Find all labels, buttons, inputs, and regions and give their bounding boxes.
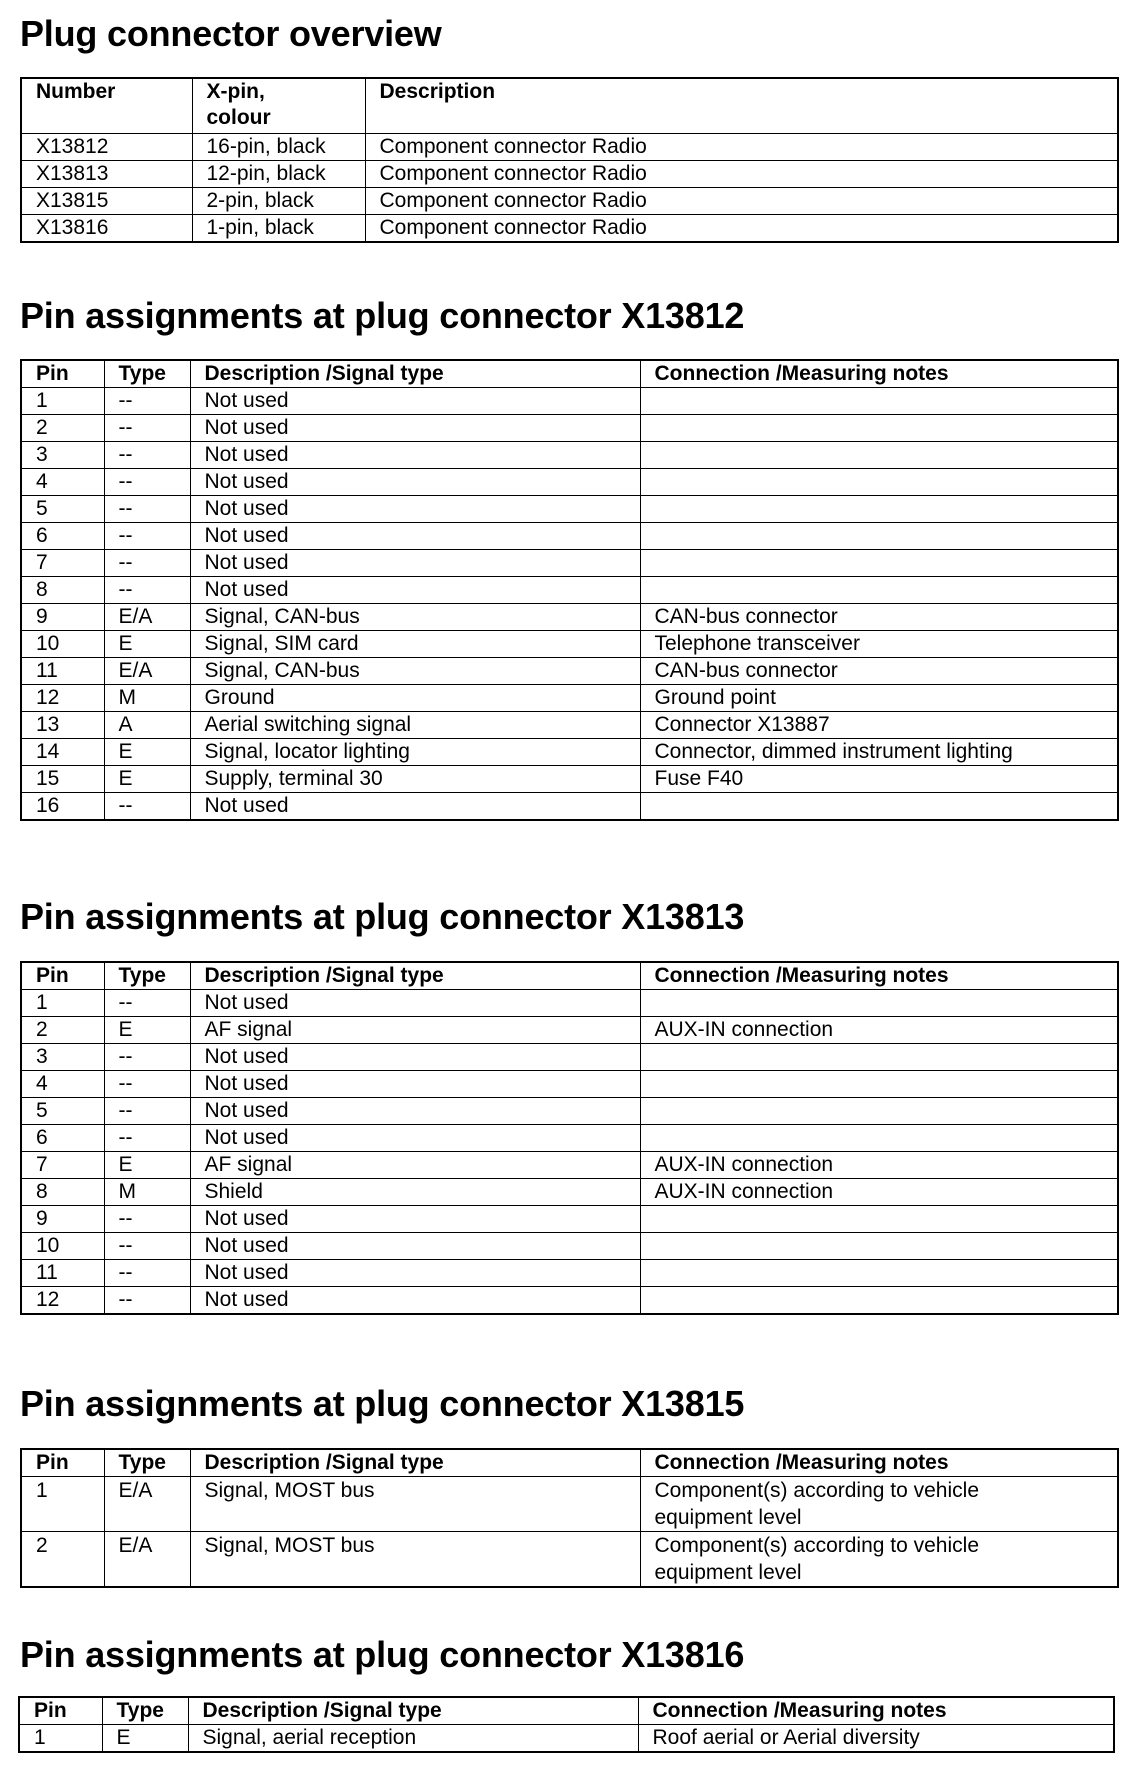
cell-signal: Signal, aerial reception [188,1725,638,1753]
table-row [21,604,1118,631]
cell-notes: Connector, dimmed instrument lighting [640,739,1118,766]
cell-pin: 10 [21,1233,104,1260]
table-row [21,388,1118,415]
cell-signal: Not used [190,1233,640,1260]
cell-pin: 7 [21,1152,104,1179]
table-row [21,1098,1118,1125]
col-notes-header: Connection /Measuring notes [638,1697,1114,1725]
x13813-title: Pin assignments at plug connector X13813 [20,896,745,937]
cell-number: X13815 [21,188,192,215]
cell-pin: 5 [21,1098,104,1125]
cell-type: -- [104,496,190,523]
table-row [21,1152,1118,1179]
col-notes-header: Connection /Measuring notes [640,360,1118,388]
cell-signal: Not used [190,1260,640,1287]
cell-signal: Not used [190,1071,640,1098]
cell-pin: 6 [21,1125,104,1152]
cell-signal: Signal, locator lighting [190,739,640,766]
col-type-header: Type [104,360,190,388]
cell-notes [640,990,1118,1017]
cell-number: X13813 [21,161,192,188]
pin-header-row [21,1449,1118,1477]
table-row [21,1179,1118,1206]
cell-notes [640,577,1118,604]
x13812-table [20,359,1119,821]
cell-signal: Not used [190,793,640,821]
cell-type: -- [104,1233,190,1260]
cell-signal: Not used [190,1206,640,1233]
cell-notes [640,523,1118,550]
table-row [21,658,1118,685]
cell-notes [640,415,1118,442]
cell-signal: Aerial switching signal [190,712,640,739]
table-row [21,1233,1118,1260]
cell-pin: 13 [21,712,104,739]
cell-signal: Signal, CAN-bus [190,658,640,685]
cell-type: -- [104,388,190,415]
table-row [21,793,1118,821]
cell-number: X13812 [21,134,192,161]
cell-notes: Fuse F40 [640,766,1118,793]
cell-pin: 11 [21,658,104,685]
cell-type: -- [104,793,190,821]
x13815-rows [21,1477,1118,1588]
cell-signal: Ground [190,685,640,712]
cell-signal: AF signal [190,1152,640,1179]
x13816-title: Pin assignments at plug connector X13816 [20,1634,745,1675]
table-row [21,712,1118,739]
cell-pin: 9 [21,604,104,631]
pin-header-row [21,962,1118,990]
cell-type: E/A [104,1532,190,1588]
x13813-table [20,961,1119,1315]
table-row [21,631,1118,658]
cell-pin: 3 [21,1044,104,1071]
cell-signal: Not used [190,388,640,415]
cell-pin: 6 [21,523,104,550]
col-type-header: Type [104,962,190,990]
cell-signal: Not used [190,1044,640,1071]
cell-notes [640,793,1118,821]
col-pin-header: Pin [21,1449,104,1477]
cell-pin: 5 [21,496,104,523]
table-row [21,523,1118,550]
cell-pin: 10 [21,631,104,658]
cell-notes: CAN-bus connector [640,604,1118,631]
col-type-header: Type [102,1697,188,1725]
col-signal-header: Description /Signal type [190,360,640,388]
cell-type: E/A [104,604,190,631]
cell-signal: Not used [190,1125,640,1152]
cell-type: -- [104,1287,190,1315]
cell-notes [640,1125,1118,1152]
col-pin-header: Pin [21,360,104,388]
table-row [21,469,1118,496]
cell-signal: Not used [190,990,640,1017]
col-notes-header: Connection /Measuring notes [640,1449,1118,1477]
cell-pin: 1 [21,990,104,1017]
cell-pin: 9 [21,1206,104,1233]
table-row [21,496,1118,523]
x13815-title: Pin assignments at plug connector X13815 [20,1383,745,1424]
cell-notes: CAN-bus connector [640,658,1118,685]
cell-description: Component connector Radio [365,188,1118,215]
col-signal-header: Description /Signal type [188,1697,638,1725]
cell-notes [640,1098,1118,1125]
cell-xpin: 12-pin, black [192,161,365,188]
cell-signal: Signal, CAN-bus [190,604,640,631]
x13815-table [20,1448,1119,1588]
cell-signal: Signal, MOST bus [190,1477,640,1532]
overview-header-row [21,78,1118,134]
cell-type: -- [104,990,190,1017]
cell-notes: AUX-IN connection [640,1179,1118,1206]
cell-type: E/A [104,1477,190,1532]
cell-notes [640,496,1118,523]
cell-pin: 8 [21,577,104,604]
cell-signal: Signal, SIM card [190,631,640,658]
cell-type: -- [104,523,190,550]
cell-signal: Not used [190,550,640,577]
col-number-header: Number [21,78,192,134]
cell-notes: Component(s) according to vehicle equipment level [640,1477,1118,1532]
cell-pin: 16 [21,793,104,821]
cell-xpin: 16-pin, black [192,134,365,161]
cell-type: A [104,712,190,739]
table-row [21,1071,1118,1098]
cell-signal: Not used [190,442,640,469]
cell-pin: 1 [21,388,104,415]
cell-type: -- [104,415,190,442]
cell-signal: Signal, MOST bus [190,1532,640,1588]
cell-signal: Not used [190,415,640,442]
cell-pin: 11 [21,1260,104,1287]
cell-signal: AF signal [190,1017,640,1044]
cell-notes: AUX-IN connection [640,1152,1118,1179]
table-row [21,161,1118,188]
table-row [21,215,1118,243]
cell-pin: 2 [21,415,104,442]
table-row [21,1532,1118,1588]
cell-signal: Not used [190,1287,640,1315]
cell-description: Component connector Radio [365,161,1118,188]
table-row [21,1125,1118,1152]
overview-table [20,77,1119,243]
cell-type: E [102,1725,188,1753]
cell-type: M [104,685,190,712]
table-row [21,1206,1118,1233]
cell-type: E [104,631,190,658]
table-row [21,550,1118,577]
cell-notes [640,1071,1118,1098]
col-notes-header: Connection /Measuring notes [640,962,1118,990]
cell-pin: 12 [21,1287,104,1315]
col-type-header: Type [104,1449,190,1477]
pin-header-row [21,360,1118,388]
table-row [21,739,1118,766]
cell-pin: 2 [21,1017,104,1044]
cell-notes [640,388,1118,415]
cell-type: E [104,739,190,766]
table-row [21,415,1118,442]
cell-type: E [104,766,190,793]
cell-signal: Not used [190,496,640,523]
table-row [21,188,1118,215]
cell-type: M [104,1179,190,1206]
table-row [21,1017,1118,1044]
col-xpin-header: X-pin, colour [192,78,365,134]
cell-notes: Telephone transceiver [640,631,1118,658]
x13812-rows [21,388,1118,821]
cell-notes: Ground point [640,685,1118,712]
cell-signal: Not used [190,577,640,604]
col-signal-header: Description /Signal type [190,1449,640,1477]
table-row [21,1287,1118,1315]
table-row [21,442,1118,469]
cell-pin: 2 [21,1532,104,1588]
col-signal-header: Description /Signal type [190,962,640,990]
cell-pin: 3 [21,442,104,469]
cell-type: E [104,1152,190,1179]
cell-type: E [104,1017,190,1044]
table-row [21,1260,1118,1287]
pin-header-row [19,1697,1114,1725]
cell-type: -- [104,577,190,604]
cell-pin: 1 [21,1477,104,1532]
cell-type: -- [104,1044,190,1071]
cell-pin: 7 [21,550,104,577]
table-row [21,1477,1118,1532]
overview-title: Plug connector overview [20,13,442,54]
cell-notes [640,550,1118,577]
cell-notes [640,1260,1118,1287]
x13813-rows [21,990,1118,1315]
cell-pin: 14 [21,739,104,766]
cell-type: -- [104,1260,190,1287]
cell-xpin: 2-pin, black [192,188,365,215]
cell-type: -- [104,1098,190,1125]
cell-signal: Not used [190,1098,640,1125]
col-pin-header: Pin [19,1697,102,1725]
x13812-title: Pin assignments at plug connector X13812 [20,295,745,336]
table-row [19,1725,1114,1753]
cell-type: -- [104,1071,190,1098]
table-row [21,134,1118,161]
cell-pin: 15 [21,766,104,793]
cell-type: -- [104,469,190,496]
table-row [21,577,1118,604]
cell-signal: Supply, terminal 30 [190,766,640,793]
cell-pin: 4 [21,469,104,496]
cell-description: Component connector Radio [365,215,1118,243]
cell-notes: AUX-IN connection [640,1017,1118,1044]
cell-signal: Shield [190,1179,640,1206]
cell-signal: Not used [190,469,640,496]
cell-type: -- [104,1206,190,1233]
cell-notes: Component(s) according to vehicle equipment level [640,1532,1118,1588]
cell-notes: Connector X13887 [640,712,1118,739]
cell-type: E/A [104,658,190,685]
cell-number: X13816 [21,215,192,243]
cell-type: -- [104,442,190,469]
cell-pin: 1 [19,1725,102,1753]
cell-pin: 12 [21,685,104,712]
cell-notes [640,1044,1118,1071]
table-row [21,1044,1118,1071]
cell-notes [640,469,1118,496]
col-description-header: Description [365,78,1118,134]
cell-notes [640,442,1118,469]
cell-pin: 4 [21,1071,104,1098]
x13816-table [18,1696,1115,1753]
table-row [21,990,1118,1017]
col-pin-header: Pin [21,962,104,990]
table-row [21,766,1118,793]
cell-notes [640,1287,1118,1315]
cell-notes: Roof aerial or Aerial diversity [638,1725,1114,1753]
x13816-rows [19,1725,1114,1753]
cell-notes [640,1206,1118,1233]
table-row [21,685,1118,712]
cell-type: -- [104,550,190,577]
cell-description: Component connector Radio [365,134,1118,161]
cell-pin: 8 [21,1179,104,1206]
cell-notes [640,1233,1118,1260]
cell-xpin: 1-pin, black [192,215,365,243]
cell-signal: Not used [190,523,640,550]
cell-type: -- [104,1125,190,1152]
